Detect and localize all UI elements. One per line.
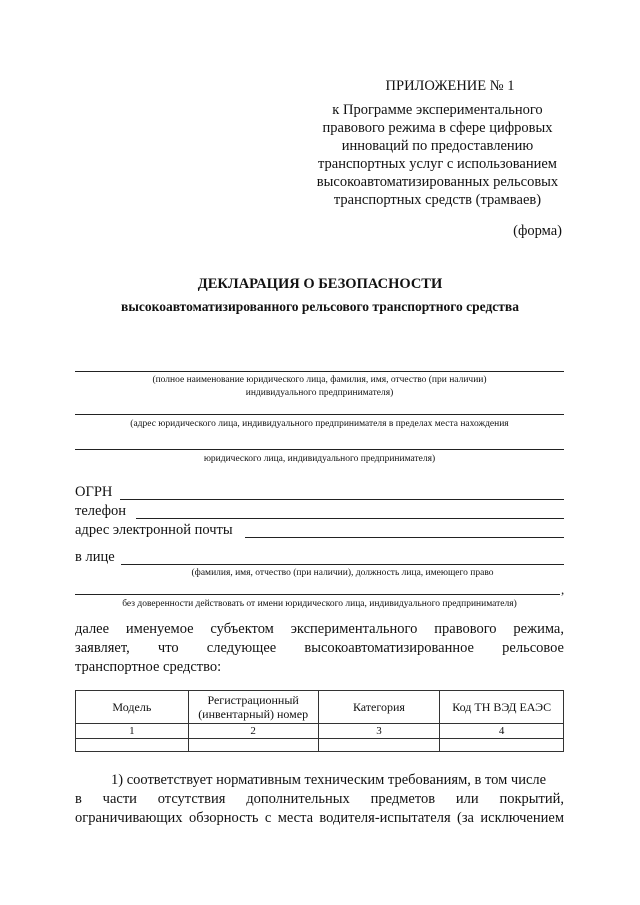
appendix-subtitle <box>300 101 575 209</box>
name-caption <box>75 374 564 400</box>
declaration-title: ДЕКЛАРАЦИЯ О БЕЗОПАСНОСТИ <box>197 276 443 292</box>
ogrn-field[interactable] <box>120 499 564 500</box>
table-row <box>76 724 564 739</box>
address-caption-1: (адрес юридического лица, индивидуального предпринимателя в пределах места нахождения <box>130 419 509 429</box>
clause-1-line-3: ограничивающих обзорность с места водителя-испытателя (за исключением <box>75 810 564 826</box>
comma-mark: , <box>561 582 565 597</box>
table-header-tnved-code: Код ТН ВЭД ЕАЭС <box>440 691 564 724</box>
vehicle-table <box>75 690 564 752</box>
intro-line-3: транспортное средство: <box>75 659 222 675</box>
caption-line: индивидуального предпринимателя) <box>245 388 394 398</box>
address-caption-2: юридического лица, индивидуального предпринимателя) <box>203 454 436 464</box>
intro-line-2: заявляет, что следующее высокоавтоматизированное рельсовое <box>75 640 564 656</box>
appendix-subtitle-line: к Программе экспериментального <box>332 102 543 118</box>
table-cell[interactable] <box>440 739 564 752</box>
table-header-reg-number: Регистрационный (инвентарный) номер <box>188 691 318 724</box>
table-cell: 3 <box>318 724 440 739</box>
person-label: в лице <box>75 549 115 565</box>
intro-line-1: далее именуемое субъектом экспериментального правового режима, <box>75 621 564 637</box>
appendix-subtitle-line: правового режима в сфере цифровых <box>322 120 553 136</box>
table-cell: 1 <box>76 724 189 739</box>
clause-1-line-1: 1) соответствует нормативным техническим требованиям, в том числе <box>111 772 547 788</box>
table-row <box>76 739 564 752</box>
table-cell[interactable] <box>188 739 318 752</box>
declaration-subtitle: высокоавтоматизированного рельсового транспортного средства <box>121 299 519 314</box>
caption-line: (полное наименование юридического лица, фамилия, имя, отчество (при наличии) <box>152 375 487 385</box>
table-header-model: Модель <box>76 691 189 724</box>
person-field[interactable] <box>121 564 564 565</box>
table-header-row <box>76 691 564 724</box>
ogrn-label: ОГРН <box>75 484 113 500</box>
appendix-title: ПРИЛОЖЕНИЕ № 1 <box>385 78 515 94</box>
table-cell: 4 <box>440 724 564 739</box>
appendix-subtitle-line: транспортных средств (трамваев) <box>333 192 542 208</box>
table-cell: 2 <box>188 724 318 739</box>
person-caption-1: (фамилия, имя, отчество (при наличии), должность лица, имеющего право <box>191 568 494 578</box>
address-underline-2 <box>75 449 564 450</box>
appendix-subtitle-line: высокоавтоматизированных рельсовых <box>316 174 559 190</box>
email-label: адрес электронной почты <box>75 522 233 538</box>
form-label: (форма) <box>513 223 562 239</box>
table-cell[interactable] <box>318 739 440 752</box>
phone-field[interactable] <box>136 518 564 519</box>
phone-label: телефон <box>75 503 127 519</box>
person-caption-2: без доверенности действовать от имени юридического лица, индивидуального предпринимателя) <box>122 599 517 609</box>
appendix-subtitle-line: инноваций по предоставлению <box>341 138 534 154</box>
name-underline <box>75 371 564 372</box>
table-cell[interactable] <box>76 739 189 752</box>
person-underline-2 <box>75 594 560 595</box>
table-header-category: Категория <box>318 691 440 724</box>
email-field[interactable] <box>245 537 564 538</box>
address-underline <box>75 414 564 415</box>
clause-1-line-2: в части отсутствия дополнительных предметов или покрытий, <box>75 791 564 807</box>
appendix-subtitle-line: транспортных услуг с использованием <box>318 156 557 172</box>
